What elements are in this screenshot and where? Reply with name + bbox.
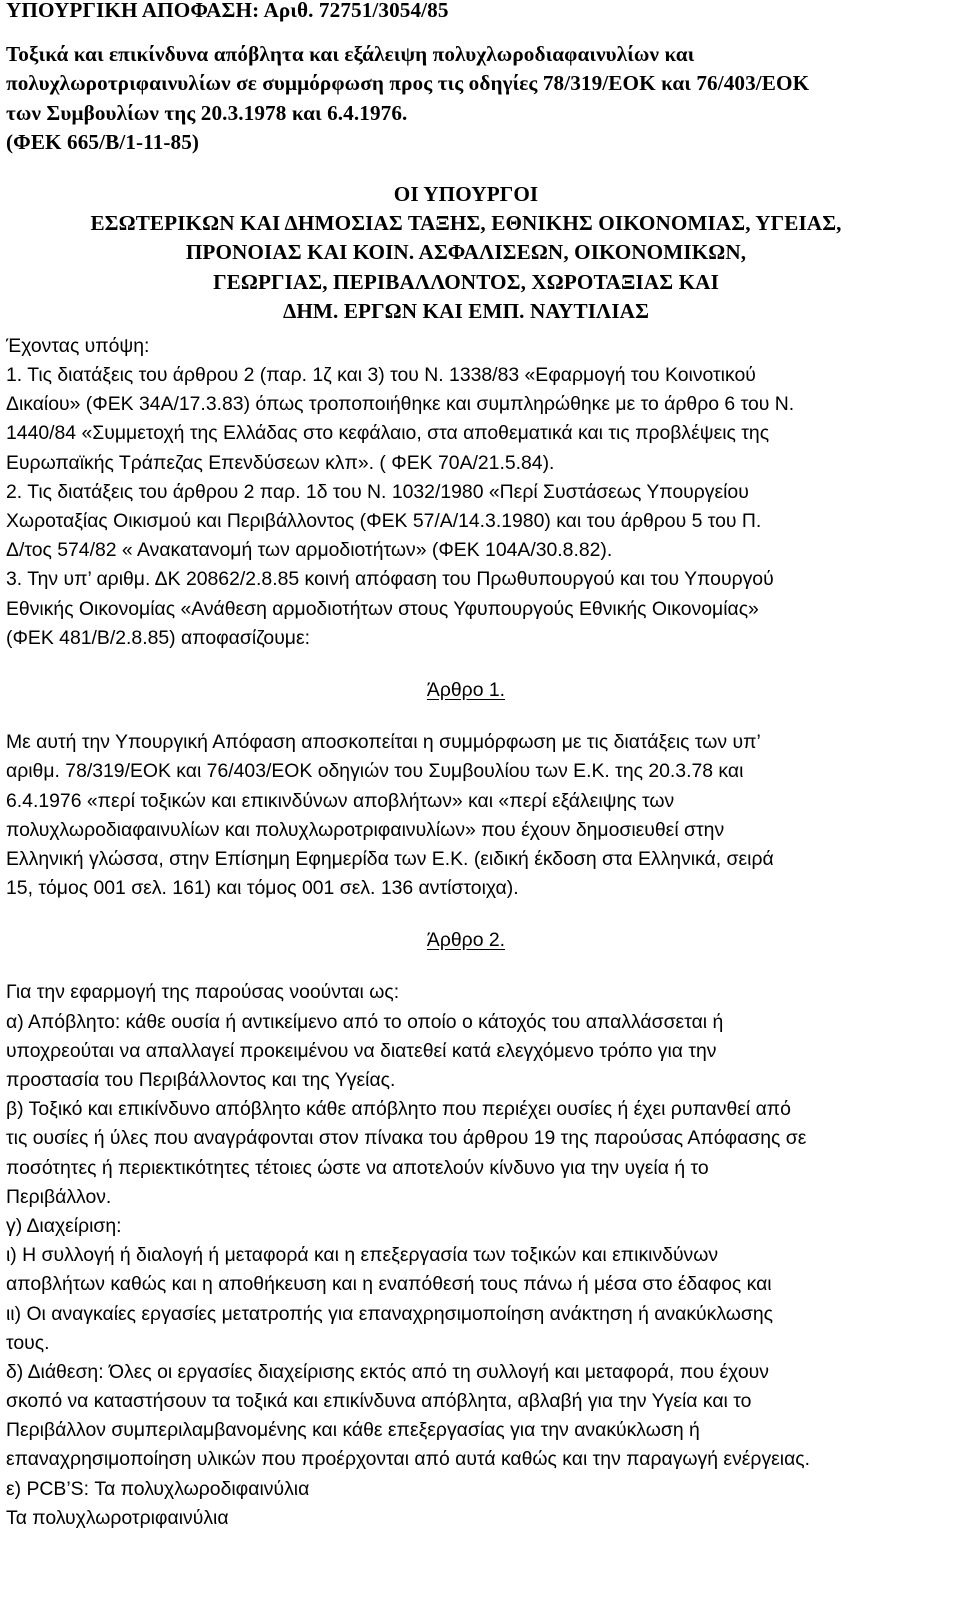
article-2-line: προστασία του Περιβάλλοντος και της Υγείας. xyxy=(6,1069,396,1091)
consideration-line: 3. Την υπ’ αριθμ. ΔΚ 20862/2.8.85 κοινή απόφαση του Πρωθυπουργού και του Υπουργού xyxy=(6,568,774,591)
article-2-line: επαναχρησιμοποίηση υλικών που προέρχονται από αυτά καθώς και την παραγωγή ενέργειας. xyxy=(6,1448,811,1471)
spacer xyxy=(6,955,948,978)
ministers-heading-line-1: ΟΙ ΥΠΟΥΡΓΟΙ xyxy=(393,181,539,206)
article-1-line: 6.4.1976 «περί τοξικών και επικινδύνων αποβλήτων» και «περί εξάλειψης των xyxy=(6,789,675,812)
ministers-heading-line-5: ΔΗΜ. ΕΡΓΩΝ ΚΑΙ ΕΜΠ. ΝΑΥΤΙΛΙΑΣ xyxy=(282,298,650,323)
article-2-line: αποβλήτων καθώς και η αποθήκευση και η εναπόθεσή τους πάνω ή μέσα στο έδαφος και xyxy=(6,1273,772,1296)
article-2-line: υποχρεούται να απαλλαγεί προκειμένου να διατεθεί κατά ελεγχόμενο τρόπο για την xyxy=(6,1039,717,1062)
spacer xyxy=(6,903,948,926)
ministers-heading-line-3: ΠΡΟΝΟΙΑΣ ΚΑΙ ΚΟΙΝ. ΑΣΦΑΛΙΣΕΩΝ, ΟΙΚΟΝΟΜΙΚΩΝ, xyxy=(185,240,747,265)
spacer xyxy=(6,653,948,676)
article-2-title xyxy=(6,926,948,955)
article-2-line: Περιβάλλον. xyxy=(6,1185,112,1208)
article-1-line: Με αυτή την Υπουργική Απόφαση αποσκοπείται η συμμόρφωση με τις διατάξεις των υπ’ xyxy=(6,731,761,754)
article-2-line: τους. xyxy=(6,1331,50,1354)
gazette-reference: (ΦΕΚ 665/Β/1-11-85) xyxy=(6,129,200,154)
article-1-body xyxy=(6,728,948,903)
consideration-line: Ευρωπαϊκής Τράπεζας Επενδύσεων κλπ». ( ΦΕΚ 70Α/21.5.84). xyxy=(6,451,555,474)
article-2-line: ιι) Οι αναγκαίες εργασίες μετατροπής για επαναχρησιμοποίηση ανάκτηση ή ανακύκλωσης xyxy=(6,1302,773,1325)
article-2-body xyxy=(6,978,948,1533)
consideration-line: 2. Τις διατάξεις του άρθρου 2 παρ. 1δ του Ν. 1032/1980 «Περί Συστάσεως Υπουργείου xyxy=(6,480,749,503)
article-1-line: Ελληνική γλώσσα, στην Επίσημη Εφημερίδα των Ε.Κ. (ειδική έκδοση στα Ελληνικά, σειρά xyxy=(6,847,774,870)
ministers-heading-line-4: ΓΕΩΡΓΙΑΣ, ΠΕΡΙΒΑΛΛΟΝΤΟΣ, ΧΩΡΟΤΑΞΙΑΣ ΚΑΙ xyxy=(213,269,719,294)
article-1-line: πολυχλωροδιαφαινυλίων και πολυχλωροτριφαινυλίων» που έχουν δημοσιευθεί στην xyxy=(6,818,725,841)
article-2-title-text: Άρθρο 2. xyxy=(426,929,506,952)
subject-block xyxy=(6,40,948,157)
subject-line-2: πολυχλωροτριφαινυλίων σε συμμόρφωση προς τις οδηγίες 78/319/ΕΟΚ και 76/403/ΕΟΚ xyxy=(6,71,810,96)
article-2-line: γ) Διαχείριση: xyxy=(6,1214,122,1237)
article-2-line: ε) PCB’S: Τα πολυχλωροδιφαινύλια xyxy=(6,1477,310,1500)
spacer xyxy=(6,25,948,40)
article-1-title xyxy=(6,676,948,705)
decision-title: ΥΠΟΥΡΓΙΚΗ ΑΠΟΦΑΣΗ: Αριθ. 72751/3054/85 xyxy=(6,0,449,22)
consideration-line: Δ/τος 574/82 « Ανακατανομή των αρμοδιοτήτων» (ΦΕΚ 104Α/30.8.82). xyxy=(6,539,613,562)
consideration-line: (ΦΕΚ 481/Β/2.8.85) αποφασίζουμε: xyxy=(6,626,311,649)
spacer xyxy=(6,705,948,728)
article-2-line: τις ουσίες ή ύλες που αναγράφονται στον πίνακα του άρθρου 19 της παρούσας Απόφασης σε xyxy=(6,1127,807,1150)
article-2-line: δ) Διάθεση: Όλες οι εργασίες διαχείρισης εκτός από τη συλλογή και μεταφορά, που έχουν xyxy=(6,1360,769,1383)
article-2-line: Τα πολυχλωροτριφαινύλια xyxy=(6,1506,229,1529)
subject-line-1: Τοξικά και επικίνδυνα απόβλητα και εξάλειψη πολυχλωροδιαφαινυλίων και xyxy=(6,42,695,67)
considerations-block xyxy=(6,361,948,653)
article-2-line: ι) Η συλλογή ή διαλογή ή μεταφορά και η επεξεργασία των τοξικών και επικινδύνων xyxy=(6,1244,719,1267)
ministers-heading xyxy=(6,180,948,326)
article-1-line: αριθμ. 78/319/ΕΟΚ και 76/403/ΕΟΚ οδηγιών του Συμβουλίου των Ε.Κ. της 20.3.78 και xyxy=(6,760,744,783)
article-2-line: α) Απόβλητο: κάθε ουσία ή αντικείμενο από το οποίο ο κάτοχός του απαλλάσσεται ή xyxy=(6,1010,724,1033)
consideration-line: 1. Τις διατάξεις του άρθρου 2 (παρ. 1ζ και 3) του Ν. 1338/83 «Εφαρμογή του Κοινοτικού xyxy=(6,364,756,387)
article-1-line: 15, τόμος 001 σελ. 161) και τόμος 001 σελ. 136 αντίστοιχα). xyxy=(6,877,519,900)
spacer xyxy=(6,157,948,180)
article-2-line: Περιβάλλον συμπεριλαμβανομένης και κάθε επεξεργασίας για την ανακύκλωση ή xyxy=(6,1419,700,1442)
article-2-line: ποσότητες ή περιεκτικότητες τέτοιες ώστε να αποτελούν κίνδυνο για την υγεία ή το xyxy=(6,1156,709,1179)
consideration-line: Χωροταξίας Οικισμού και Περιβάλλοντος (ΦΕΚ 57/Α/14.3.1980) και του άρθρου 5 του Π. xyxy=(6,510,762,532)
article-2-line: β) Τοξικό και επικίνδυνο απόβλητο κάθε απόβλητο που περιέχει ουσίες ή έχει ρυπανθεί από xyxy=(6,1098,791,1121)
article-1-title-text: Άρθρο 1. xyxy=(426,678,506,701)
subject-line-3: των Συμβουλίων της 20.3.1978 και 6.4.1976. xyxy=(6,100,408,125)
considering-label: Έχοντας υπόψη: xyxy=(6,334,150,357)
consideration-line: Εθνικής Οικονομίας «Ανάθεση αρμοδιοτήτων στους Υφυπουργούς Εθνικής Οικονομίας» xyxy=(6,597,759,620)
article-2-line: σκοπό να καταστήσουν τα τοξικά και επικίνδυνα απόβλητα, αβλαβή για την Υγεία και το xyxy=(6,1390,752,1413)
ministers-heading-line-2: ΕΣΩΤΕΡΙΚΩΝ ΚΑΙ ΔΗΜΟΣΙΑΣ ΤΑΞΗΣ, ΕΘΝΙΚΗΣ ΟΙΚΟΝΟΜΙΑΣ, ΥΓΕΙΑΣ, xyxy=(90,211,842,236)
article-2-line: Για την εφαρμογή της παρούσας νοούνται ως: xyxy=(6,981,400,1004)
consideration-line: 1440/84 «Συμμετοχή της Ελλάδας στο κεφάλαιο, στα αποθεματικά και τις προβλέψεις της xyxy=(6,422,770,445)
consideration-line: Δικαίου» (ΦΕΚ 34Α/17.3.83) όπως τροποποιήθηκε και συμπληρώθηκε με το άρθρο 6 του Ν. xyxy=(6,393,795,416)
